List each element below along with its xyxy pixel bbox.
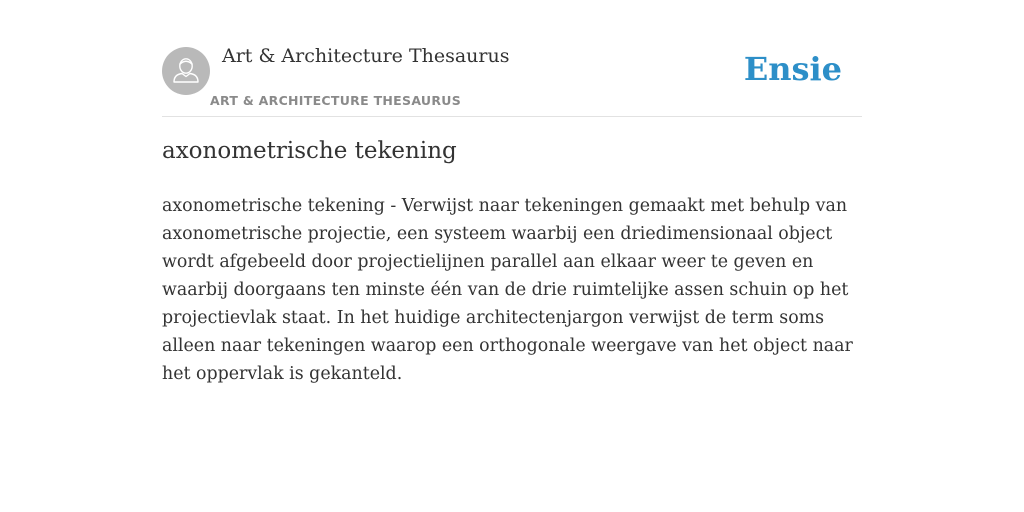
- ensie-logo-link[interactable]: Ensie: [743, 50, 842, 88]
- source-title[interactable]: Art & Architecture Thesaurus: [222, 45, 510, 67]
- source-avatar[interactable]: [162, 47, 210, 95]
- entry-term: axonometrische tekening: [162, 138, 457, 164]
- source-subtitle[interactable]: ART & ARCHITECTURE THESAURUS: [210, 93, 462, 108]
- user-silhouette-icon: [162, 47, 210, 95]
- source-header: [162, 40, 862, 117]
- entry-definition: axonometrische tekening - Verwijst naar tekeningen gemaakt met behulp van axonometrische projectie, een systeem waarbij een driedimensionaal object wordt afgebeeld door projectielijnen parallel aan elkaar weer te geven en waarbij doorgaans ten minste één van de drie ruimtelijke assen schuin op het projectievlak staat. In het huidige architectenjargon verwijst de term soms alleen naar tekeningen waarop een orthogonale weergave van het object naar het oppervlak is gekanteld.: [162, 196, 853, 384]
